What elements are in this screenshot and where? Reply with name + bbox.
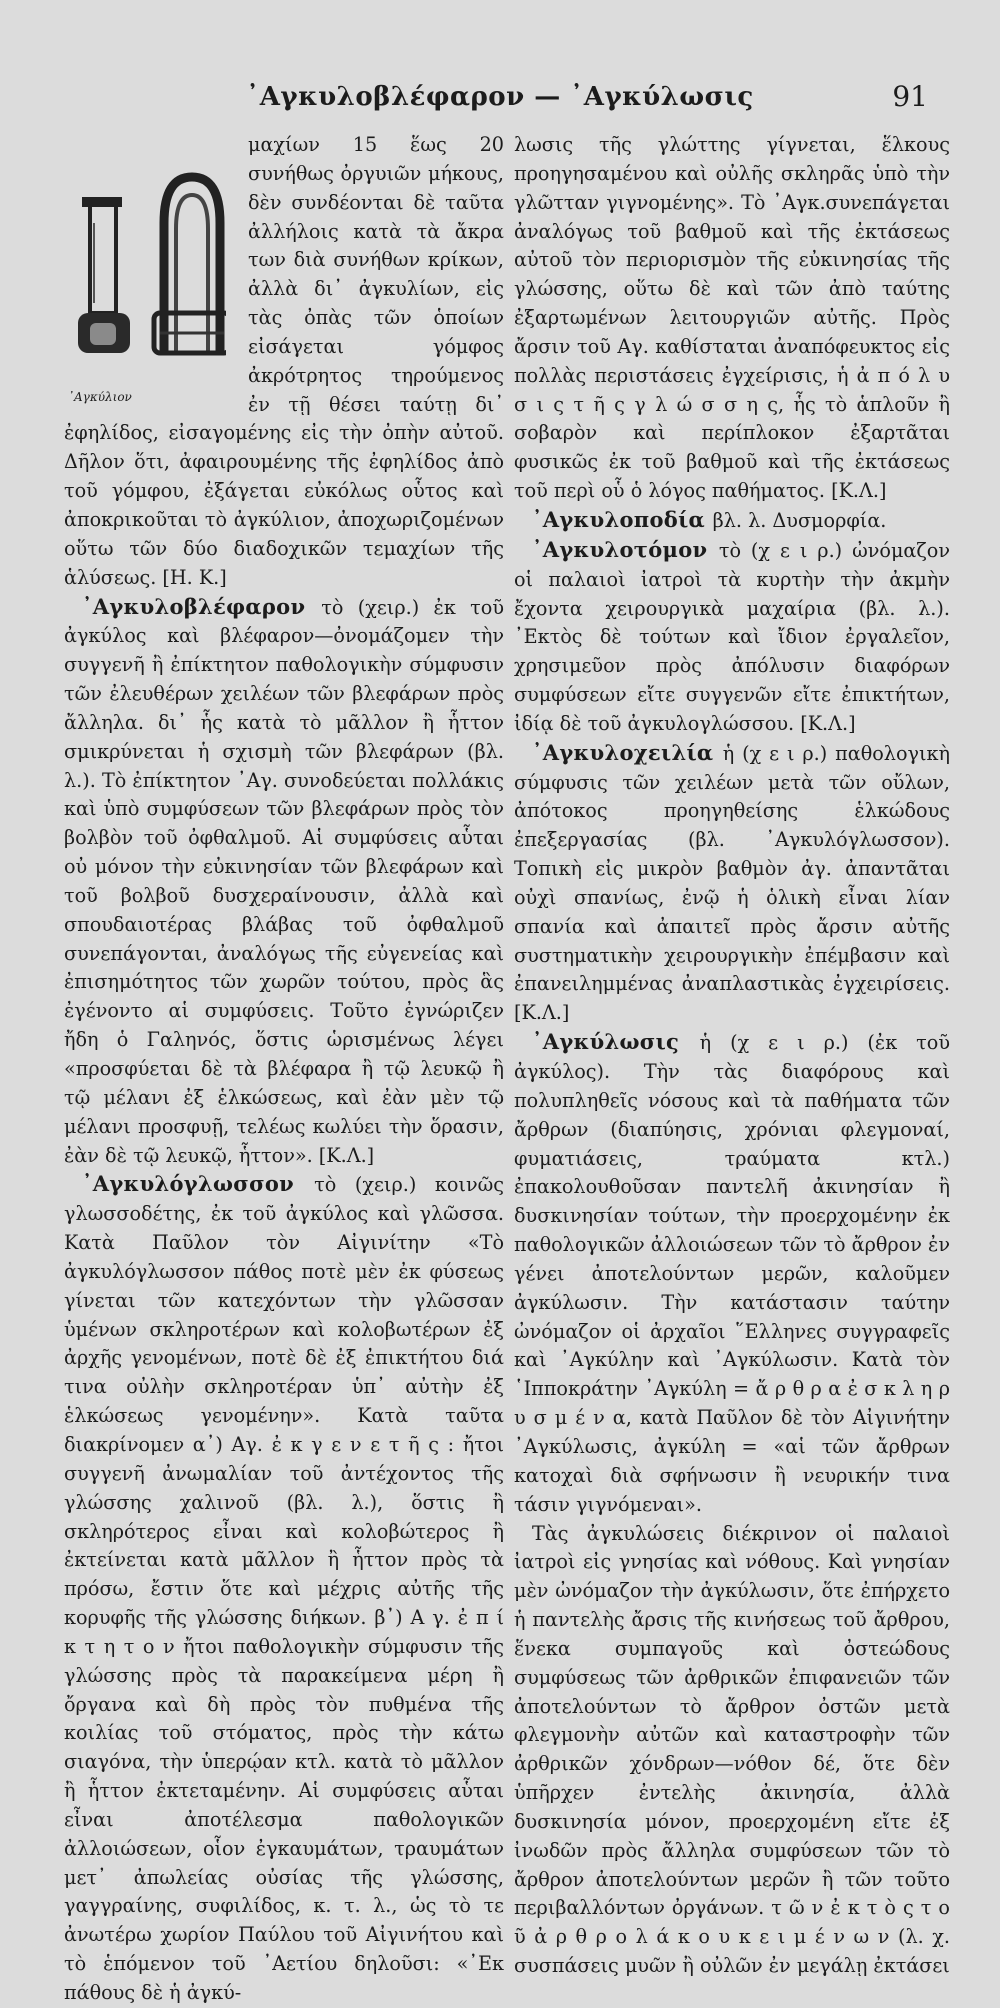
headword: ᾿Αγκυλόγλωσσον — [82, 1171, 315, 1197]
page-number: 91 — [892, 80, 928, 113]
headword: ᾿Αγκυλοχειλία — [532, 739, 723, 765]
headword: ᾿Αγκυλοτόμον — [532, 536, 719, 562]
right-text-flow — [514, 131, 950, 1981]
paragraph — [514, 739, 950, 1028]
paragraph: μαχίων 15 ἕως 20 συνήθως ὀργυιῶν μήκους, δὲν συνδέονται δὲ ταῦτα ἀλλήλοις κατὰ τὰ ἄκρα των διὰ συνήθων κρίκων, ἀλλὰ δι᾿ ἀγκυλίων, εἰς τὰς ὀπὰς τῶν ὁποίων εἰσάγεται γόμφος ἀκρότρητος τηρούμενος ἐν τῇ θέσει ταύτῃ δι᾿ ἐφηλίδος, εἰσαγομένης εἰς τὴν ὀπὴν αὐτοῦ. Δῆλον ὅτι, ἀφαιρουμένης τῆς ἐφηλίδος ἀπὸ τοῦ γόμφου, ἐξάγεται εὐκόλως οὗτος καὶ ἀποκρικοῦται τὸ ἀγκύλιον, ἀποχωριζομένων οὕτω τῶν δύο διαδοχικῶν τεμαχίων τῆς ἁλύσεως. [Η. Κ.] — [64, 133, 504, 589]
right-column — [514, 131, 950, 1981]
headword: ᾿Αγκύλωσις — [532, 1029, 700, 1055]
figure-caption: ᾿Αγκύλιον — [68, 390, 132, 404]
paragraph — [64, 593, 504, 1171]
paragraph: Τὰς ἀγκυλώσεις διέκρινον οἱ παλαιοὶ ἰατροὶ εἰς γνησίας καὶ νόθους. Καὶ γνησίαν μὲν ὠνόμαζον τὴν ἀγκύλωσιν, ὅτε ἐπήρχετο ἡ παντελὴς ἄρσις τῆς κινήσεως τοῦ ἄρθρου, ἕνεκα συμπαγοῦς καὶ ὀστεώδους συμφύσεως τῶν ἀρθρικῶν ἐπιφανειῶν τῶν ἀποτελούντων τὸ ἄρθρον ὀστῶν μετὰ φλεγμονὴν αὐτῶν καὶ καταστροφὴν τῶν ἀρθρικῶν χόνδρων—νόθον δέ, ὅτε δὲν ὑπῆρχεν ἐντελὴς ἀκινησία, ἀλλὰ δυσκινησία μόνον, προερχομένη εἴτε ἐξ ἰνωδῶν πρὸς ἄλληλα συμφύσεων τῶν τὸ ἄρθρον ἀποτελούντων μερῶν ἢ τῶν τοῦτο περιβαλλόντων ὀργάνων. τ ῶ ν ἐ κ τ ὸ ς τ ο ῦ ἀ ρ θ ρ ο λ ά κ ο υ κ ε ι μ έ ν ω ν (λ. χ. συσπάσεις μυῶν ἢ οὐλῶν ἐν μεγάλῃ ἐκτάσει — [514, 1521, 950, 1978]
paragraph — [514, 536, 950, 739]
headword: ᾿Αγκυλοβλέφαρον — [82, 593, 322, 619]
running-head: ᾿Αγκυλοβλέφαρον — ᾿Αγκύλωσις — [246, 82, 754, 112]
entry-text: βλ. λ. Δυσμορφία. — [712, 508, 887, 532]
left-text-flow — [64, 131, 504, 2008]
page-header — [0, 78, 1000, 118]
paragraph — [514, 1028, 950, 1519]
shackle-figure — [62, 135, 240, 403]
paragraph — [514, 506, 950, 536]
paragraph: λωσις τῆς γλώττης γίγνεται, ἕλκους προηγησαμένου καὶ οὐλῆς σκληρᾶς ὑπὸ τὴν γλῶτταν γιγνομένης». Τὸ ᾿Αγκ.συνεπάγεται ἀναλόγως τοῦ βαθμοῦ καὶ τῆς ἐκτάσεως αὐτοῦ τὸν περιορισμὸν τῆς εὐκινησίας τῆς γλώσσης, οὕτω δὲ καὶ τῶν ἀπὸ ταύτης ἐξαρτωμένων λειτουργιῶν αὐτῆς. Πρὸς ἄρσιν τοῦ Αγ. καθίσταται ἀναπόφευκτος εἰς πολλὰς περιστάσεις ἐγχείρισις, ἡ ἀ π ό λ υ σ ι ς τ ῆ ς γ λ ώ σ σ η ς, ἧς τὸ ἁπλοῦν ἢ σοβαρὸν καὶ περίπλοκον ἐξαρτᾶται φυσικῶς ἐκ τοῦ βαθμοῦ καὶ τῆς ἐκτάσεως τοῦ περὶ οὗ ὁ λόγος παθήματος. [Κ.Λ.] — [514, 133, 950, 503]
entry-text: τὸ (χειρ.) κοινῶς γλωσσοδέτης, ἐκ τοῦ ἀγκύλος καὶ γλῶσσα. Κατὰ Παῦλον τὸν Αἰγινίτην «Τὸ ἀγκυλόγλωσσον πάθος ποτὲ μὲν ἐκ φύσεως γίνεται τῶν κατεχόντων τὴν γλῶσσαν ὑμένων σκληροτέρων καὶ κολοβωτέρων ἐξ ἀρχῆς γενομένων, ποτὲ δὲ ἐξ ἐπικτήτου διά τινα οὐλὴν σκληροτέραν ὑπ᾿ αὐτὴν ἐξ ἑλκώσεως γενομένην». Κατὰ ταῦτα διακρίνομεν α᾿) Αγ. ἐ κ γ ε ν ε τ ῆ ς : ἤτοι συγγενῆ ἀνωμαλίαν τοῦ ἀντέχοντος τῆς γλώσσης χαλινοῦ (βλ. λ.), ὅστις ἢ σκληρότερος εἶναι καὶ κολοβώτερος ἢ ἐκτείνεται κατὰ μᾶλλον ἢ ἧττον πρὸς τὰ πρόσω, ἔστιν ὅτε καὶ μέχρις αὐτῆς τῆς κορυφῆς τῆς γλώσσης διήκων. β᾿) Α γ. ἐ π ί κ τ η τ ο ν ἤτοι παθολογικὴν σύμφυσιν τῆς γλώσσης πρὸς τὰ παρακείμενα μέρη ἢ ὄργανα καὶ δὴ πρὸς τὸν πυθμένα τῆς κοιλίας τοῦ στόματος, πρὸς τὴν κάτω σιαγόνα, τὴν ὑπερῴαν κτλ. κατὰ τὸ μᾶλλον ἢ ἧττον ἐκτεταμένην. Αἱ συμφύσεις αὗται εἶναι ἀποτέλεσμα παθολογικῶν ἀλλοιώσεων, οἷον ἐγκαυμάτων, τραυμάτων μετ᾿ ἀπωλείας οὐσίας τῆς γλώσσης, γαγγραίνης, συφιλίδος, κ. τ. λ., ὡς τὸ τε ἀνωτέρω χωρίον Παύλου τοῦ Αἰγινήτου καὶ τὸ ἑπόμενον τοῦ ᾿Αετίου δηλοῦσι: «᾿Εκ πάθους δὲ ἡ ἀγκύ- — [64, 1173, 505, 2004]
entry-text: τὸ (χειρ.) ἐκ τοῦ ἀγκύλος καὶ βλέφαρον—ὀνομάζομεν τὴν συγγενῆ ἢ ἐπίκτητον παθολογικὴν σύμφυσιν τῶν ἐλευθέρων χειλέων τῶν βλεφάρων πρὸς ἄλληλα. δι᾿ ἧς κατὰ τὸ μᾶλλον ἢ ἧττον σμικρύνεται ἡ σχισμὴ τῶν βλεφάρων (βλ. λ.). Τὸ ἐπίκτητον ᾿Αγ. συνοδεύεται πολλάκις καὶ ὑπὸ συμφύσεων τῶν βλεφάρων πρὸς τὸν βολβὸν τοῦ ὀφθαλμοῦ. Αἱ συμφύσεις αὗται οὐ μόνον τὴν εὐκινησίαν τῶν βλεφάρων καὶ τοῦ βολβοῦ δυσχεραίνουσιν, ἀλλὰ καὶ σπουδαιοτέρας βλάβας τοῦ ὀφθαλμοῦ συνεπάγονται, ἀναλόγως τῆς εὐγενείας καὶ ἐπισημότητος τῶν χωρῶν τούτου, πρὸς ἃς ἐγένοντο αἱ συμφύσεις. Τοῦτο ἐγνώριζεν ἤδη ὁ Γαληνός, ὅστις ὡρισμένως λέγει «προσφύεται δὲ τὰ βλέφαρα ἢ τῷ λευκῷ ἢ τῷ μέλανι ἐξ ἑλκώσεως, καὶ ἐὰν μὲν τῷ μέλανι προσφυῇ, τελέως κωλύει τὴν ὅρασιν, ἐὰν δὲ τῷ λευκῷ, ἧττον». [Κ.Λ.] — [64, 595, 505, 1167]
paragraph — [64, 1170, 504, 2007]
headword: ᾿Αγκυλοποδία — [532, 506, 713, 532]
entry-text: ἡ (χ ε ι ρ.) (ἐκ τοῦ ἀγκύλος). Τὴν τὰς διαφόρους καὶ πολυπληθεῖς νόσους καὶ τὰ παθήματα τῶν ἄρθρων (διαπύησις, χρόνιαι φλεγμοναί, φυματιάσεις, τραύματα κτλ.) ἐπακολουθοῦσαν παντελῆ ἀκινησίαν ἢ δυσκινησίαν τούτων, τὴν προερχομένην ἐκ παθολογικῶν ἀλλοιώσεων τῶν τὸ ἄρθρον ἐν γένει ἀποτελούντων μερῶν, καλοῦμεν ἀγκύλωσιν. Τὴν κατάστασιν ταύτην ὠνόμαζον οἱ ἀρχαῖοι ῞Ελληνες συγγραφεῖς καὶ ᾿Αγκύλην καὶ ᾿Αγκύλωσιν. Κατὰ τὸν ῾Ιπποκράτην ᾿Αγκύλη = ἄ ρ θ ρ α ἐ σ κ λ η ρ υ σ μ έ ν α, κατὰ Παῦλον δὲ τὸν Αἰγινήτην ᾿Αγκύλωσις, ἀγκύλη = «αἱ τῶν ἄρθρων κατοχαὶ διὰ σφήνωσιν ἢ νευρικήν τινα τάσιν γιγνόμεναι». — [514, 1031, 950, 1516]
left-column — [64, 131, 504, 2008]
entry-text: τὸ (χ ε ι ρ.) ὠνόμαζον οἱ παλαιοὶ ἰατροὶ τὰ κυρτὴν τὴν ἀκμὴν ἔχοντα χειρουργικὰ μαχαίρια (βλ. λ.). ᾿Εκτὸς δὲ τούτων καὶ ἴδιον ἐργαλεῖον, χρησιμεῦον πρὸς ἀπόλυσιν διαφόρων συμφύσεων εἴτε συγγενῶν εἴτε ἐπικτήτων, ἰδίᾳ δὲ τοῦ ἀγκυλογλώσσου. [Κ.Λ.] — [514, 538, 950, 735]
entry-text: ἡ (χ ε ι ρ.) παθολογικὴ σύμφυσις τῶν χειλέων μετὰ τῶν οὔλων, ἀπότοκος προηγηθείσης ἑλκώδους ἐπεξεργασίας (βλ. ᾿Αγκυλόγλωσσον). Τοπικὴ εἰς μικρὸν βαθμὸν ἀγ. ἀπαντᾶται οὐχὶ σπανίως, ἐνῷ ἡ ὁλικὴ εἶναι λίαν σπανία καὶ ἀπαιτεῖ πρὸς ἄρσιν αὐτῆς συστηματικὴν χειρουργικὴν ἐπέμβασιν καὶ ἐπανειλημμένας ἀναπλαστικὰς ἐγχειρίσεις. [Κ.Λ.] — [514, 741, 950, 1025]
shackle-illustration-icon — [76, 163, 226, 373]
